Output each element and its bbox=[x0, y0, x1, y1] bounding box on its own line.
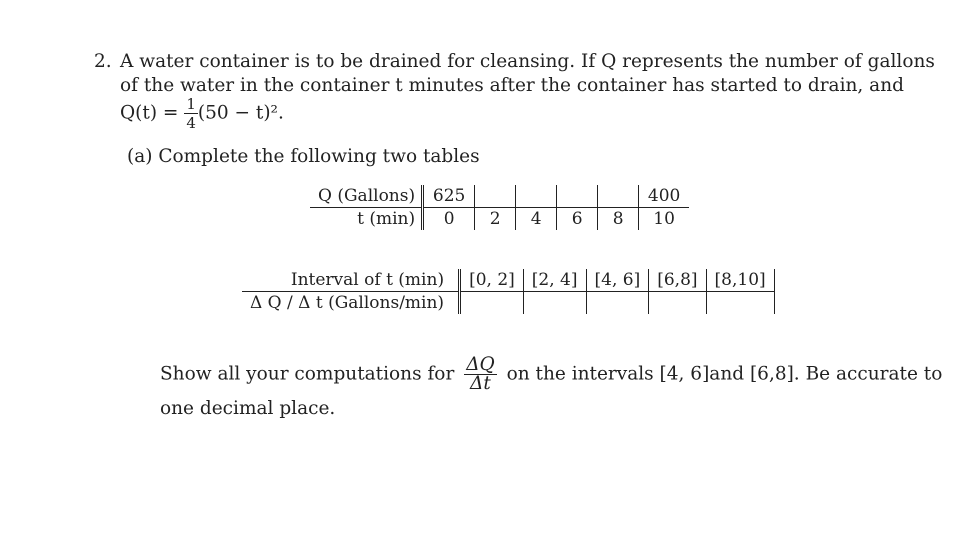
problem-number: 2. bbox=[94, 51, 112, 72]
values-table bbox=[310, 185, 689, 230]
formula-fraction-numerator: 1 bbox=[186, 95, 196, 113]
formula-rest: (50 − t)². bbox=[197, 102, 284, 124]
q-cell[interactable] bbox=[557, 185, 598, 208]
formula-lhs: Q(t) = bbox=[120, 102, 179, 124]
t-cell: 10 bbox=[639, 208, 690, 231]
interval-label: Interval of t (min) bbox=[242, 269, 460, 292]
q-cell[interactable] bbox=[598, 185, 639, 208]
formula bbox=[120, 95, 284, 132]
problem-line-2: of the water in the container t minutes after the container has started to drain, and bbox=[120, 75, 904, 96]
rate-cell[interactable] bbox=[460, 292, 524, 315]
table-row-intervals bbox=[242, 269, 774, 292]
rates-table bbox=[242, 269, 775, 314]
interval-cell: [8,10] bbox=[706, 269, 774, 292]
q-cell[interactable] bbox=[475, 185, 516, 208]
rate-cell[interactable] bbox=[649, 292, 706, 315]
q-label: Q (Gallons) bbox=[310, 185, 423, 208]
q-cell[interactable]: 400 bbox=[647, 186, 681, 206]
t-cell: 6 bbox=[557, 208, 598, 231]
instruction-line-2: one decimal place. bbox=[160, 398, 336, 419]
t-cell: 0 bbox=[423, 208, 475, 231]
table-row-t bbox=[310, 208, 689, 231]
difference-quotient-numerator: ΔQ bbox=[466, 354, 495, 375]
t-cell: 2 bbox=[475, 208, 516, 231]
difference-quotient-denominator: Δt bbox=[470, 373, 491, 394]
part-a-heading: (a) Complete the following two tables bbox=[127, 146, 480, 167]
q-cell[interactable] bbox=[516, 185, 557, 208]
table-row-q bbox=[310, 185, 689, 208]
table-row-rates bbox=[242, 292, 774, 315]
instruction-after: on the intervals [4, 6]and [6,8]. Be accurate to bbox=[506, 363, 943, 385]
difference-quotient bbox=[464, 356, 497, 393]
interval-cell: [2, 4] bbox=[523, 269, 586, 292]
instruction-before: Show all your computations for bbox=[160, 363, 455, 385]
formula-fraction-denominator: 4 bbox=[186, 114, 196, 132]
t-label: t (min) bbox=[310, 208, 423, 231]
interval-cell: [4, 6] bbox=[586, 269, 649, 292]
q-cell[interactable]: 625 bbox=[423, 185, 475, 208]
problem-line-1: A water container is to be drained for cleansing. If Q represents the number of gallons bbox=[120, 51, 935, 72]
interval-cell: [0, 2] bbox=[460, 269, 524, 292]
rate-label: Δ Q / Δ t (Gallons/min) bbox=[242, 292, 460, 315]
instruction-line-1 bbox=[160, 356, 942, 393]
rate-cell[interactable] bbox=[586, 292, 649, 315]
t-cell: 4 bbox=[516, 208, 557, 231]
formula-fraction bbox=[184, 95, 198, 132]
rate-cell[interactable] bbox=[706, 292, 774, 315]
interval-cell: [6,8] bbox=[649, 269, 706, 292]
rate-cell[interactable] bbox=[523, 292, 586, 315]
t-cell: 8 bbox=[598, 208, 639, 231]
